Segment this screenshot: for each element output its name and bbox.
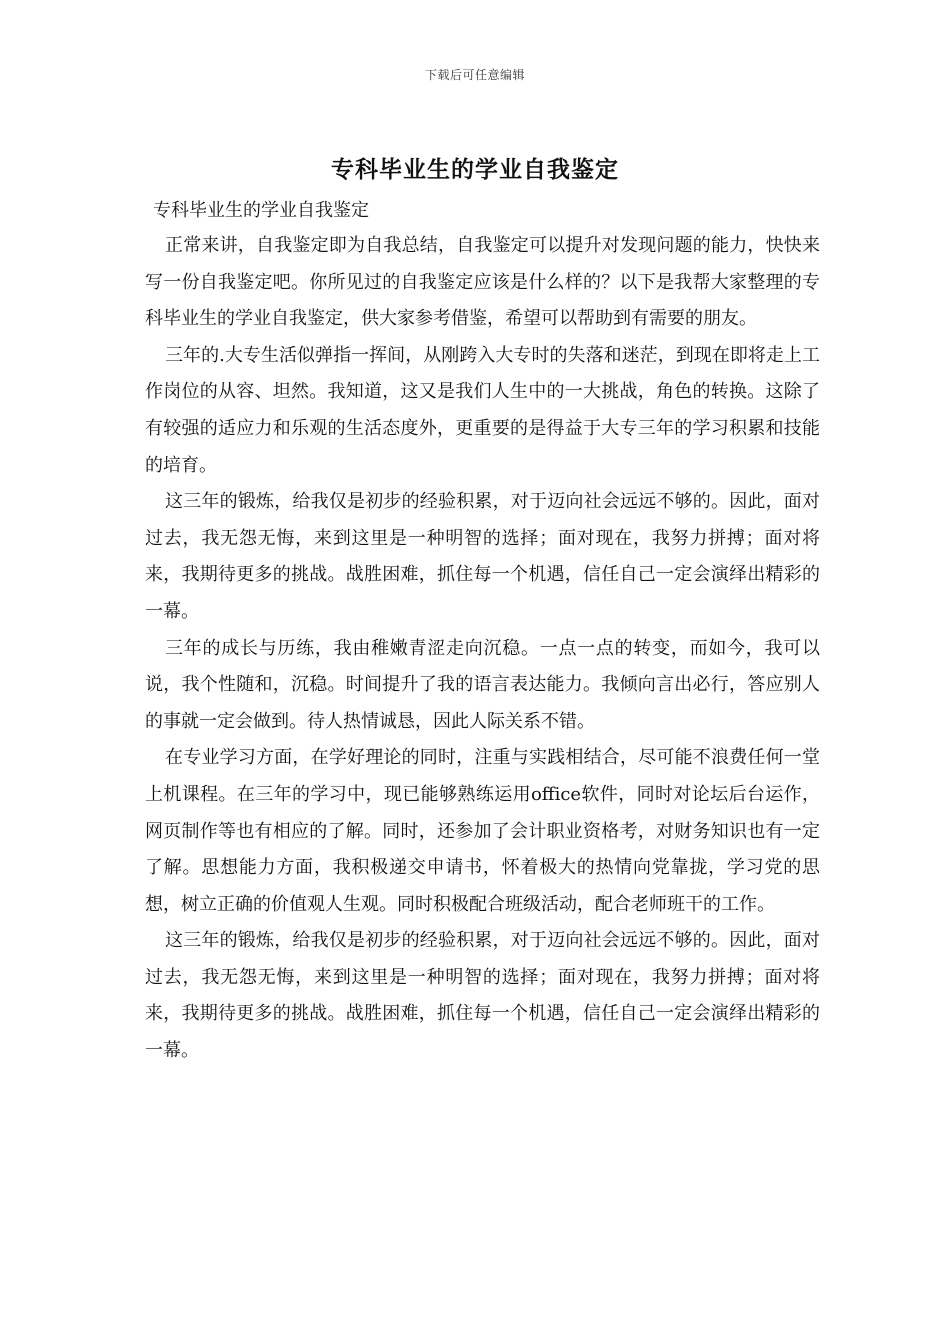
header-note: 下载后可任意编辑 — [424, 68, 525, 82]
paragraph-1: 正常来讲，自我鉴定即为自我总结，自我鉴定可以提升对发现问题的能力，快快来写一份自我鉴定吧。你所见过的自我鉴定应该是什么样的？以下是我帮大家整理的专科毕业生的学业自我鉴定，供大家参考借鉴，希望可以帮助到有需要的朋友。 — [145, 235, 820, 330]
paragraph-3: 这三年的锻炼，给我仅是初步的经验积累，对于迈向社会远远不够的。因此，面对过去，我无怨无悔，来到这里是一种明智的选择；面对现在，我努力拼搏；面对将来，我期待更多的挑战。战胜困难，抓住每一个机遇，信任自己一定会演绎出精彩的一幕。 — [145, 491, 820, 622]
paragraph-5: 在专业学习方面，在学好理论的同时，注重与实践相结合，尽可能不浪费任何一堂上机课程。在三年的学习中，现已能够熟练运用office软件，同时对论坛后台运作，网页制作等也有相应的了解。同时，还参加了会计职业资格考，对财务知识也有一定了解。思想能力方面，我积极递交申请书，怀着极大的热情向党靠拢，学习党的思想，树立正确的价值观人生观。同时积极配合班级活动，配合老师班干的工作。 — [145, 747, 820, 915]
paragraph-2: 三年的.大专生活似弹指一挥间，从刚跨入大专时的失落和迷茫，到现在即将走上工作岗位的从容、坦然。我知道，这又是我们人生中的一大挑战，角色的转换。这除了有较强的适应力和乐观的生活态度外，更重要的是得益于大专三年的学习积累和技能的培育。 — [145, 344, 820, 476]
paragraph-6: 这三年的锻炼，给我仅是初步的经验积累，对于迈向社会远远不够的。因此，面对过去，我无怨无悔，来到这里是一种明智的选择；面对现在，我努力拼搏；面对将来，我期待更多的挑战。战胜困难，抓住每一个机遇，信任自己一定会演绎出精彩的一幕。 — [145, 930, 820, 1062]
document-body — [145, 196, 820, 1070]
paragraph-4: 三年的成长与历练，我由稚嫩青涩走向沉稳。一点一点的转变，而如今，我可以说，我个性随和，沉稳。时间提升了我的语言表达能力。我倾向言出必行，答应别人的事就一定会做到。待人热情诚恳，因此人际关系不错。 — [145, 637, 820, 732]
document-subtitle: 专科毕业生的学业自我鉴定 — [153, 200, 369, 221]
page-title: 专科毕业生的学业自我鉴定 — [331, 157, 619, 183]
